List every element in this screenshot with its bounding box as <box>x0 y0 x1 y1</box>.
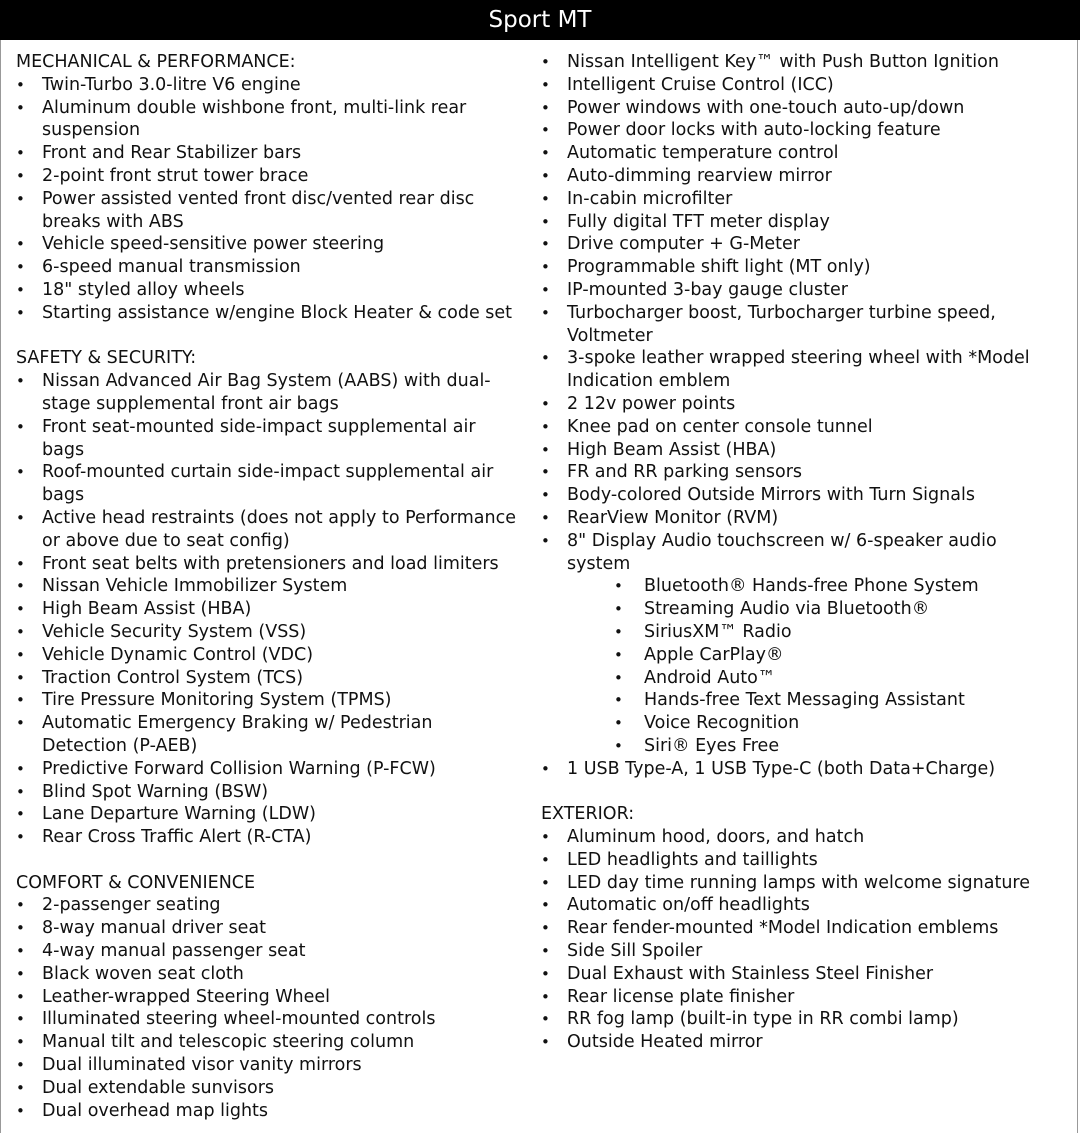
spec-bullet: • Front and Rear Stabilizer bars <box>16 142 536 165</box>
spec-bullet: • Power assisted vented front disc/vented rear disc <box>16 188 536 211</box>
spec-bullet: • 3-spoke leather wrapped steering wheel with *Model <box>541 347 1071 370</box>
spec-bullet: • 18" styled alloy wheels <box>16 279 536 302</box>
spec-bullet: • LED headlights and taillights <box>541 849 1071 872</box>
spec-bullet-continuation: Indication emblem <box>567 371 731 392</box>
spec-bullet: • 8-way manual driver seat <box>16 917 536 940</box>
spec-bullet: • 2 12v power points <box>541 393 1071 416</box>
spec-bullet: • Leather-wrapped Steering Wheel <box>16 986 536 1009</box>
spec-bullet-continuation: suspension <box>42 120 141 141</box>
spec-bullet: • Nissan Intelligent Key™ with Push Button Ignition <box>541 51 1071 74</box>
spec-bullet: • Side Sill Spoiler <box>541 940 1071 963</box>
spec-bullet: • Dual extendable sunvisors <box>16 1077 536 1100</box>
spec-bullet: • 4-way manual passenger seat <box>16 940 536 963</box>
spec-bullet: • Programmable shift light (MT only) <box>541 256 1071 279</box>
spec-sub-bullet: • Voice Recognition <box>541 712 1071 735</box>
spec-bullet: • Aluminum double wishbone front, multi-link rear <box>16 97 536 120</box>
spec-bullet: • Illuminated steering wheel-mounted controls <box>16 1008 536 1031</box>
spec-bullet: • Nissan Advanced Air Bag System (AABS) with dual- <box>16 370 536 393</box>
spec-bullet: • High Beam Assist (HBA) <box>16 598 536 621</box>
spec-bullet: • In-cabin microfilter <box>541 188 1071 211</box>
spec-bullet: • Vehicle Security System (VSS) <box>16 621 536 644</box>
spec-bullet-continuation: bags <box>42 439 85 460</box>
section-spacer <box>16 325 536 348</box>
spec-bullet: • Twin-Turbo 3.0-litre V6 engine <box>16 74 536 97</box>
section-heading: EXTERIOR: <box>541 804 635 825</box>
spec-bullet-continuation: Detection (P-AEB) <box>42 735 198 756</box>
spec-bullet: • FR and RR parking sensors <box>541 461 1071 484</box>
spec-bullet: • Vehicle Dynamic Control (VDC) <box>16 644 536 667</box>
spec-bullet: • Front seat belts with pretensioners and load limiters <box>16 553 536 576</box>
spec-bullet: • 2-passenger seating <box>16 894 536 917</box>
spec-bullet-continuation: Voltmeter <box>567 325 653 346</box>
spec-bullet: • Fully digital TFT meter display <box>541 211 1071 234</box>
page-title-bar <box>0 0 1080 40</box>
spec-bullet: • Manual tilt and telescopic steering column <box>16 1031 536 1054</box>
spec-bullet: • LED day time running lamps with welcome signature <box>541 872 1071 895</box>
spec-bullet: • Automatic on/off headlights <box>541 894 1071 917</box>
spec-sub-bullet: • Hands-free Text Messaging Assistant <box>541 689 1071 712</box>
spec-bullet: • 1 USB Type-A, 1 USB Type-C (both Data+Charge) <box>541 758 1071 781</box>
spec-bullet: • Body-colored Outside Mirrors with Turn Signals <box>541 484 1071 507</box>
spec-bullet-continuation: system <box>567 553 631 574</box>
left-spec-column <box>16 51 536 1122</box>
section-spacer <box>541 781 1071 804</box>
spec-bullet: • Knee pad on center console tunnel <box>541 416 1071 439</box>
spec-bullet: • RearView Monitor (RVM) <box>541 507 1071 530</box>
spec-sub-bullet: • Android Auto™ <box>541 667 1071 690</box>
spec-bullet-continuation: bags <box>42 485 85 506</box>
section-heading: SAFETY & SECURITY: <box>16 348 197 369</box>
section-heading: MECHANICAL & PERFORMANCE: <box>16 52 296 72</box>
spec-bullet: • Dual Exhaust with Stainless Steel Finisher <box>541 963 1071 986</box>
spec-bullet: • Active head restraints (does not apply to Performance <box>16 507 536 530</box>
spec-bullet: • 8" Display Audio touchscreen w/ 6-speaker audio <box>541 530 1071 553</box>
spec-bullet: • 6-speed manual transmission <box>16 256 536 279</box>
spec-sub-bullet: • SiriusXM™ Radio <box>541 621 1071 644</box>
spec-bullet: • Aluminum hood, doors, and hatch <box>541 826 1071 849</box>
spec-bullet: • RR fog lamp (built-in type in RR combi lamp) <box>541 1008 1071 1031</box>
spec-bullet: • Automatic Emergency Braking w/ Pedestrian <box>16 712 536 735</box>
spec-sub-bullet: • Apple CarPlay® <box>541 644 1071 667</box>
spec-bullet: • Automatic temperature control <box>541 142 1071 165</box>
spec-bullet-continuation: breaks with ABS <box>42 211 184 232</box>
page-title: Sport MT <box>488 7 592 33</box>
spec-bullet: • Rear license plate finisher <box>541 986 1071 1009</box>
spec-bullet: • Nissan Vehicle Immobilizer System <box>16 575 536 598</box>
spec-bullet: • Tire Pressure Monitoring System (TPMS) <box>16 689 536 712</box>
spec-bullet: • Outside Heated mirror <box>541 1031 1071 1054</box>
spec-bullet: • Dual illuminated visor vanity mirrors <box>16 1054 536 1077</box>
spec-sub-bullet: • Bluetooth® Hands-free Phone System <box>541 575 1071 598</box>
spec-bullet: • Intelligent Cruise Control (ICC) <box>541 74 1071 97</box>
section-heading: COMFORT & CONVENIENCE <box>16 872 256 893</box>
spec-bullet: • Lane Departure Warning (LDW) <box>16 803 536 826</box>
spec-bullet: • Rear Cross Traffic Alert (R-CTA) <box>16 826 536 849</box>
spec-bullet: • Rear fender-mounted *Model Indication emblems <box>541 917 1071 940</box>
spec-bullet-continuation: or above due to seat config) <box>42 530 290 551</box>
spec-bullet: • Roof-mounted curtain side-impact supplemental air <box>16 461 536 484</box>
spec-bullet: • 2-point front strut tower brace <box>16 165 536 188</box>
spec-sub-bullet: • Siri® Eyes Free <box>541 735 1071 758</box>
spec-bullet: • Dual overhead map lights <box>16 1100 536 1123</box>
spec-bullet: • Turbocharger boost, Turbocharger turbine speed, <box>541 302 1071 325</box>
spec-bullet: • Power windows with one-touch auto-up/down <box>541 97 1071 120</box>
spec-bullet: • Traction Control System (TCS) <box>16 667 536 690</box>
spec-bullet: • Vehicle speed-sensitive power steering <box>16 233 536 256</box>
spec-bullet: • IP-mounted 3-bay gauge cluster <box>541 279 1071 302</box>
spec-bullet: • Blind Spot Warning (BSW) <box>16 781 536 804</box>
spec-bullet: • Front seat-mounted side-impact supplemental air <box>16 416 536 439</box>
spec-bullet: • Predictive Forward Collision Warning (P-FCW) <box>16 758 536 781</box>
section-spacer <box>16 849 536 872</box>
spec-bullet-continuation: stage supplemental front air bags <box>42 393 339 414</box>
spec-bullet: • Starting assistance w/engine Block Heater & code set <box>16 302 536 325</box>
spec-sub-bullet: • Streaming Audio via Bluetooth® <box>541 598 1071 621</box>
right-spec-column <box>541 51 1071 1054</box>
spec-bullet: • High Beam Assist (HBA) <box>541 439 1071 462</box>
spec-bullet: • Power door locks with auto-locking feature <box>541 119 1071 142</box>
spec-bullet: • Drive computer + G-Meter <box>541 233 1071 256</box>
spec-bullet: • Auto-dimming rearview mirror <box>541 165 1071 188</box>
spec-bullet: • Black woven seat cloth <box>16 963 536 986</box>
